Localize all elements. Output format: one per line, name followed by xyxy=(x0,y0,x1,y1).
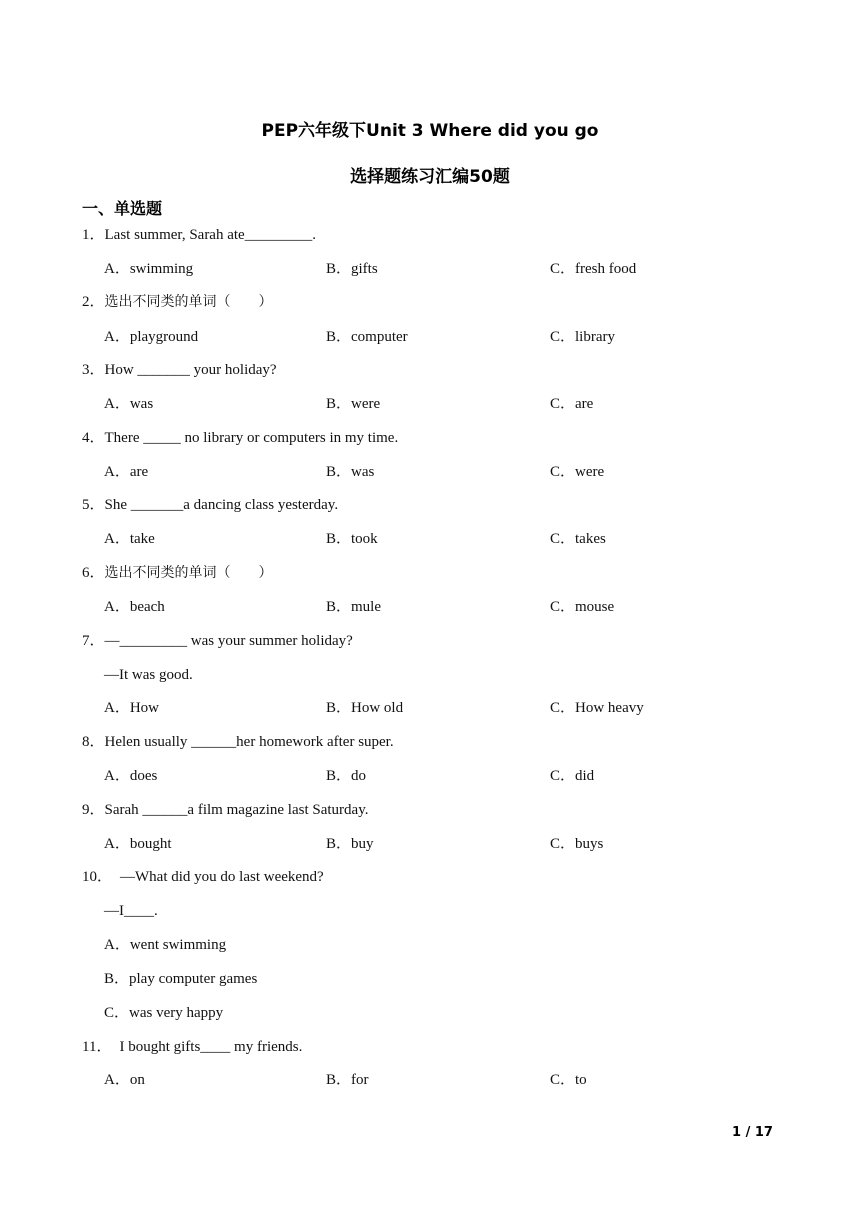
question-stem: 选出不同类的单词（ ） xyxy=(104,294,273,310)
option-a: A．was xyxy=(104,396,154,412)
option-b: B．play computer games xyxy=(104,971,258,987)
option-b: B．mule xyxy=(326,599,381,615)
question-number: 4． xyxy=(82,430,105,446)
question-10-answer-line: —I____. xyxy=(104,903,158,919)
question-number: 11． xyxy=(82,1039,112,1055)
question-stem: —What did you do last weekend? xyxy=(120,869,324,885)
question-3 xyxy=(82,361,277,379)
question-stem: Helen usually ______her homework after super. xyxy=(104,734,394,750)
question-stem: Last summer, Sarah ate_________. xyxy=(104,227,316,243)
question-number: 5． xyxy=(82,497,105,513)
question-5 xyxy=(82,496,338,514)
option-a: A．How xyxy=(104,700,159,716)
question-stem: 选出不同类的单词（ ） xyxy=(104,565,273,581)
option-b: B．took xyxy=(326,531,378,547)
question-stem: —_________ was your summer holiday? xyxy=(104,633,353,649)
option-a: A．swimming xyxy=(104,261,194,277)
section-heading: 一、单选题 xyxy=(82,199,163,218)
option-b: B．computer xyxy=(326,329,408,345)
page-number: 1 / 17 xyxy=(732,1125,773,1140)
question-number: 8． xyxy=(82,734,105,750)
option-a: A．are xyxy=(104,464,149,480)
question-7-answer-line: —It was good. xyxy=(104,667,193,683)
option-b: B．was xyxy=(326,464,375,480)
option-a: A．take xyxy=(104,531,155,547)
option-a: A．on xyxy=(104,1072,145,1088)
option-c: C．mouse xyxy=(550,599,615,615)
option-a: A．bought xyxy=(104,836,172,852)
document-title: PEP六年级下Unit 3 Where did you go xyxy=(261,121,599,141)
option-b: B．gifts xyxy=(326,261,378,277)
option-b: B．buy xyxy=(326,836,374,852)
option-b: B．were xyxy=(326,396,381,412)
option-b: B．do xyxy=(326,768,367,784)
option-c: C．to xyxy=(550,1072,587,1088)
question-2 xyxy=(82,293,273,311)
question-number: 1． xyxy=(82,227,105,243)
option-c: C．did xyxy=(550,768,595,784)
option-c: C．fresh food xyxy=(550,261,637,277)
option-c: C．were xyxy=(550,464,605,480)
question-1 xyxy=(82,226,316,244)
option-c: C．was very happy xyxy=(104,1005,224,1021)
option-b: B．How old xyxy=(326,700,404,716)
question-number: 6． xyxy=(82,565,105,581)
question-stem: How _______ your holiday? xyxy=(104,362,277,378)
question-number: 3． xyxy=(82,362,105,378)
option-c: C．How heavy xyxy=(550,700,644,716)
question-8 xyxy=(82,733,394,751)
option-c: C．buys xyxy=(550,836,604,852)
question-stem: Sarah ______a film magazine last Saturday. xyxy=(104,802,369,818)
question-6 xyxy=(82,564,273,582)
question-10 xyxy=(82,868,324,886)
question-stem: There _____ no library or computers in my time. xyxy=(104,430,399,446)
option-a: A．playground xyxy=(104,329,199,345)
option-a: A．went swimming xyxy=(104,937,227,953)
question-number: 10． xyxy=(82,869,113,885)
option-c: C．library xyxy=(550,329,615,345)
question-number: 9． xyxy=(82,802,105,818)
question-7 xyxy=(82,632,353,650)
option-a: A．beach xyxy=(104,599,165,615)
question-number: 7． xyxy=(82,633,105,649)
option-b: B．for xyxy=(326,1072,369,1088)
question-stem: She _______a dancing class yesterday. xyxy=(104,497,339,513)
question-9 xyxy=(82,801,368,819)
question-stem: I bought gifts____ my friends. xyxy=(119,1039,303,1055)
document-subtitle: 选择题练习汇编50题 xyxy=(350,167,510,187)
question-11 xyxy=(82,1038,302,1056)
question-4 xyxy=(82,429,398,447)
question-number: 2． xyxy=(82,294,105,310)
option-c: C．takes xyxy=(550,531,606,547)
option-c: C．are xyxy=(550,396,594,412)
option-a: A．does xyxy=(104,768,158,784)
